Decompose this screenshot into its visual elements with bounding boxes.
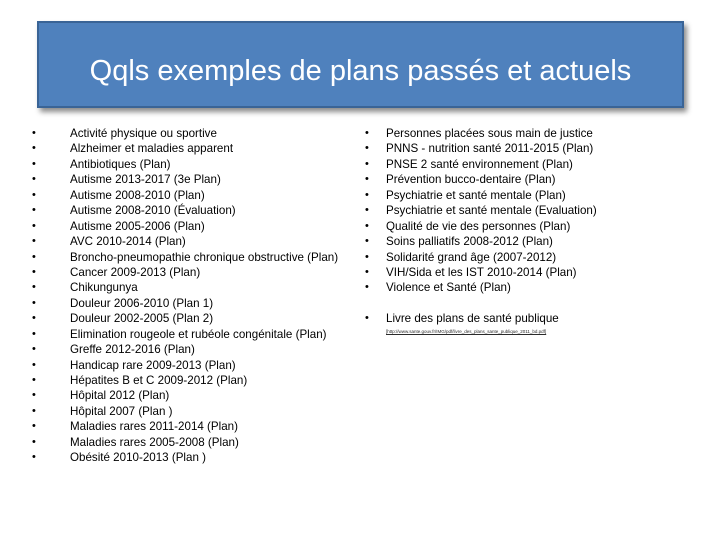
list-item: • Hôpital 2007 (Plan ) [70, 404, 338, 419]
list-item: • Solidarité grand âge (2007-2012) [386, 250, 597, 265]
list-item: • Greffe 2012-2016 (Plan) [70, 342, 338, 357]
list-item: • Autisme 2008-2010 (Évaluation) [70, 203, 338, 218]
list-item: • Elimination rougeole et rubéole congénitale (Plan) [70, 327, 338, 342]
list-item: • Soins palliatifs 2008-2012 (Plan) [386, 234, 597, 249]
list-item: • Handicap rare 2009-2013 (Plan) [70, 358, 338, 373]
list-item: • Autisme 2013-2017 (3e Plan) [70, 172, 338, 187]
pdf-link[interactable]: [http://www.sante.gouv.fr/IMG/pdf/livre_des_plans_sante_publique_2011_bd.pdf] [386, 329, 547, 334]
left-plan-list [70, 126, 338, 466]
list-item: • Hôpital 2012 (Plan) [70, 388, 338, 403]
list-item: • Prévention bucco-dentaire (Plan) [386, 172, 597, 187]
list-item: • Obésité 2010-2013 (Plan ) [70, 450, 338, 465]
list-item: • Personnes placées sous main de justice [386, 126, 597, 141]
list-item: • Hépatites B et C 2009-2012 (Plan) [70, 373, 338, 388]
list-item: • Douleur 2006-2010 (Plan 1) [70, 296, 338, 311]
slide-title: Qqls exemples de plans passés et actuels [89, 55, 632, 87]
list-item: • Maladies rares 2011-2014 (Plan) [70, 419, 338, 434]
list-item: • Psychiatrie et santé mentale (Evaluation) [386, 203, 597, 218]
list-item: • Douleur 2002-2005 (Plan 2) [70, 311, 338, 326]
list-item: • Autisme 2008-2010 (Plan) [70, 188, 338, 203]
list-item: • Maladies rares 2005-2008 (Plan) [70, 435, 338, 450]
list-item: • Autisme 2005-2006 (Plan) [70, 219, 338, 234]
list-item-livre-des-plans: • Livre des plans de santé publique [386, 311, 597, 326]
list-item: • VIH/Sida et les IST 2010-2014 (Plan) [386, 265, 597, 280]
list-item: • Antibiotiques (Plan) [70, 157, 338, 172]
list-item: • PNSE 2 santé environnement (Plan) [386, 157, 597, 172]
list-item: • Psychiatrie et santé mentale (Plan) [386, 188, 597, 203]
list-item: • PNNS - nutrition santé 2011-2015 (Plan) [386, 141, 597, 156]
list-item: • Broncho-pneumopathie chronique obstructive (Plan) [70, 250, 338, 265]
list-item: • Violence et Santé (Plan) [386, 280, 597, 295]
list-item: • Cancer 2009-2013 (Plan) [70, 265, 338, 280]
list-item: • Chikungunya [70, 280, 338, 295]
title-banner [37, 21, 684, 108]
list-item: • Alzheimer et maladies apparent [70, 141, 338, 156]
list-item: • Qualité de vie des personnes (Plan) [386, 219, 597, 234]
list-item: • Activité physique ou sportive [70, 126, 338, 141]
list-item: • AVC 2010-2014 (Plan) [70, 234, 338, 249]
right-plan-list [386, 126, 597, 327]
